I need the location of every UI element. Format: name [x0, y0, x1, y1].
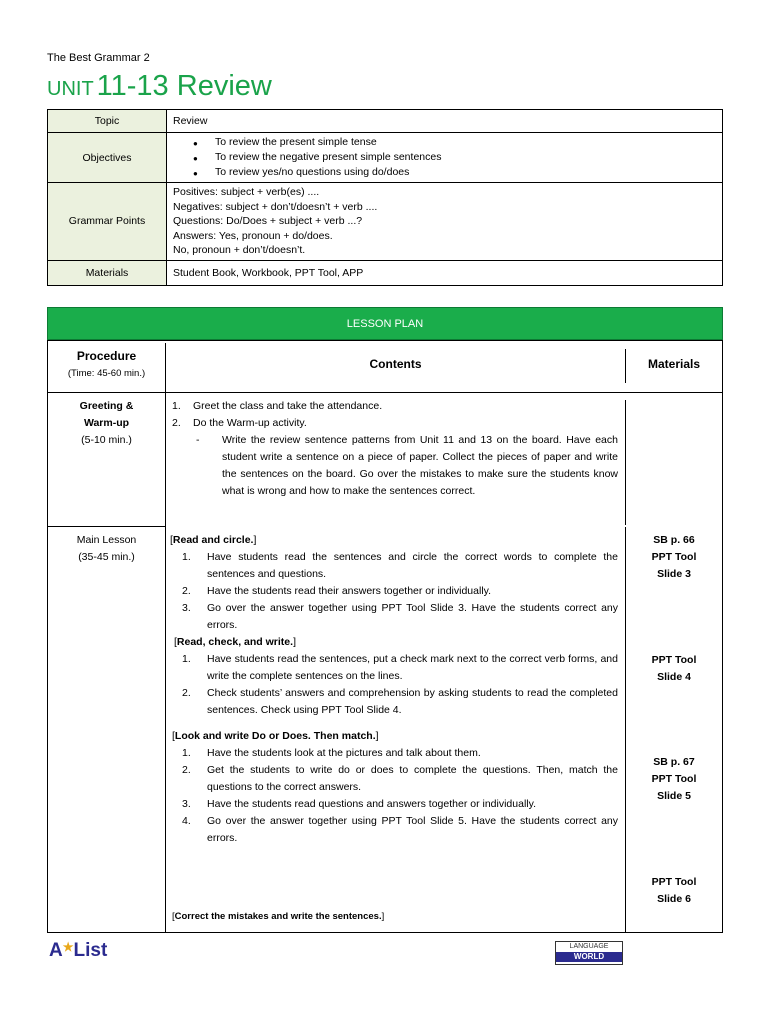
topic-value: Review — [167, 110, 723, 133]
material-ref: Slide 5 — [657, 790, 691, 802]
objectives-row — [48, 133, 723, 183]
grid-line — [47, 340, 723, 341]
info-table — [47, 109, 723, 286]
item-number: 3. — [182, 602, 191, 614]
materials-group — [626, 532, 722, 583]
list-item — [166, 415, 618, 432]
objective-item: ● To review the present simple tense — [215, 135, 716, 150]
star-icon: ★ — [62, 940, 74, 954]
item-number: 2. — [182, 687, 191, 699]
procedure-header-label: Procedure — [76, 349, 137, 363]
material-ref: Slide 6 — [657, 893, 691, 905]
grid-line — [722, 340, 723, 932]
grid-line — [625, 400, 626, 525]
grammar-cell — [167, 183, 723, 261]
item-text: Write the review sentence patterns from Unit 11 and 13 on the board. Have each student write a sentence on a piece of paper. Collect the pieces of paper and write the sentences on the board. Go over the mistakes to make sure the students know what is wrong and how to make the sentences correct. — [222, 434, 618, 497]
main-procedure — [48, 532, 165, 566]
objective-item: ● To review the negative present simple sentences — [215, 150, 716, 165]
materials-group — [626, 874, 722, 908]
material-ref: Slide 3 — [657, 568, 691, 580]
materials-label: Materials — [48, 260, 167, 285]
section-title-text: Look and write Do or Does. Then match. — [174, 730, 376, 742]
main-name: Main Lesson — [76, 534, 137, 546]
grammar-point: Negatives: subject + don’t/doesn’t + verb .... — [173, 200, 378, 213]
grammar-point: Answers: Yes, pronoun + do/does. — [173, 229, 333, 242]
greeting-procedure — [48, 398, 165, 449]
materials-group — [626, 754, 722, 805]
topic-label: Topic — [48, 110, 167, 133]
section-title-text: Correct the mistakes and write the sentences. — [174, 911, 382, 922]
list-item — [166, 796, 618, 813]
material-ref: PPT Tool — [651, 773, 697, 785]
logo-bottom-text: WORLD — [556, 952, 622, 962]
material-ref: SB p. 66 — [653, 534, 695, 546]
item-text: Go over the answer together using PPT Tool Slide 5. Have the students correct any errors. — [207, 815, 618, 844]
page-title — [47, 70, 272, 103]
list-item — [166, 432, 618, 500]
unit-title: 11-13 Review — [96, 70, 272, 102]
section-title: [Read, check, and write.] — [174, 636, 296, 648]
item-text: Get the students to write do or does to complete the questions. Then, match the questions to the correct answers. — [207, 764, 618, 793]
materials-group — [626, 652, 722, 686]
grammar-row — [48, 183, 723, 261]
item-number: 1. — [182, 747, 191, 759]
grid-line — [47, 526, 166, 527]
grammar-point: No, pronoun + don’t/doesn’t. — [173, 244, 306, 257]
objectives-label: Objectives — [48, 133, 167, 183]
item-text: Check students’ answers and comprehension by asking students to read the completed sentences. Check using PPT Tool Slide 4. — [207, 687, 618, 716]
item-text: Do the Warm-up activity. — [193, 417, 307, 429]
main-contents — [166, 532, 618, 847]
lesson-plan-banner: LESSON PLAN — [47, 307, 723, 340]
material-ref: PPT Tool — [651, 551, 697, 563]
list-item — [166, 762, 618, 796]
item-text: Greet the class and take the attendance. — [193, 400, 383, 412]
section-title: [Read and circle.] — [170, 534, 257, 546]
item-text: Have the students look at the pictures and talk about them. — [207, 747, 481, 759]
objectives-cell — [167, 133, 723, 183]
item-number: 3. — [182, 798, 191, 810]
item-number: 1. — [172, 400, 181, 412]
topic-row — [48, 110, 723, 133]
main-time: (35-45 min.) — [78, 551, 135, 563]
materials-value: Student Book, Workbook, PPT Tool, APP — [167, 260, 723, 285]
grid-line — [47, 392, 723, 393]
section-title-text: Read, check, and write. — [176, 636, 294, 648]
procedure-header-time: (Time: 45-60 min.) — [67, 368, 146, 379]
list-item — [166, 549, 618, 583]
grid-line — [47, 932, 723, 933]
logo-letter: A — [49, 940, 63, 961]
item-text: Have the students read their answers together or individually. — [207, 585, 492, 597]
item-number: 2. — [172, 417, 181, 429]
list-item — [166, 583, 618, 600]
greeting-name: Warm-up — [83, 417, 130, 429]
contents-header: Contents — [369, 357, 422, 371]
list-item — [166, 813, 618, 847]
section-title-text: Read and circle. — [172, 534, 254, 546]
item-number: 1. — [182, 653, 191, 665]
dash-bullet: - — [196, 434, 200, 446]
item-text: Have students read the sentences and circle the correct words to complete the sentences and questions. — [207, 551, 618, 580]
unit-word: UNIT — [47, 78, 94, 100]
material-ref: Slide 4 — [657, 671, 691, 683]
item-number: 2. — [182, 585, 191, 597]
grammar-point: Positives: subject + verb(es) .... — [173, 186, 320, 198]
logo-word: List — [73, 940, 108, 961]
objective-item: ● To review yes/no questions using do/does — [215, 165, 716, 180]
material-ref: PPT Tool — [651, 654, 697, 666]
series-name: The Best Grammar 2 — [47, 52, 150, 64]
list-item — [166, 600, 618, 634]
language-world-logo — [555, 941, 623, 965]
item-text: Go over the answer together using PPT Tool Slide 3. Have the students correct any errors. — [207, 602, 618, 631]
section-title: [Look and write Do or Does. Then match.] — [172, 730, 379, 742]
item-number: 4. — [182, 815, 191, 827]
alist-logo — [49, 940, 107, 962]
grammar-point: Questions: Do/Does + subject + verb ...? — [173, 215, 363, 228]
item-number: 2. — [182, 764, 191, 776]
materials-row — [48, 260, 723, 285]
grammar-label: Grammar Points — [48, 183, 167, 261]
list-item — [166, 398, 618, 415]
item-number: 1. — [182, 551, 191, 563]
list-item — [166, 685, 618, 719]
materials-header: Materials — [647, 357, 701, 371]
logo-top-text: LANGUAGE — [569, 943, 609, 950]
item-text: Have students read the sentences, put a check mark next to the correct verb forms, and write the complete sentences on the lines. — [207, 653, 618, 682]
greeting-name: Greeting & — [79, 400, 134, 412]
greeting-contents — [166, 398, 618, 500]
greeting-time: (5-10 min.) — [81, 434, 132, 446]
list-item — [166, 745, 618, 762]
procedure-header — [48, 348, 165, 382]
section-title: [Correct the mistakes and write the sentences.] — [172, 911, 385, 922]
grid-line — [625, 527, 626, 932]
material-ref: SB p. 67 — [653, 756, 695, 768]
material-ref: PPT Tool — [651, 876, 697, 888]
list-item — [166, 651, 618, 685]
item-text: Have the students read questions and answers together or individually. — [207, 798, 537, 810]
